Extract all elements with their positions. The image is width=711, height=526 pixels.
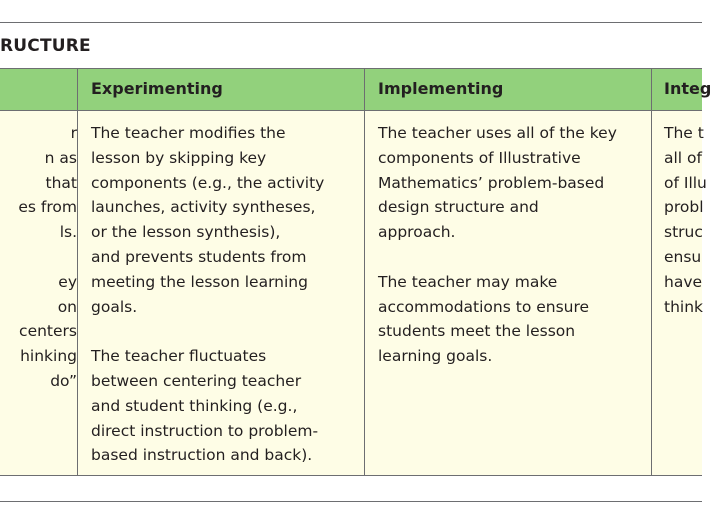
top-rule	[0, 22, 702, 23]
cell-paragraph	[0, 270, 77, 394]
cell-line: The teacher fluctuates	[91, 347, 267, 366]
cell-paragraph	[378, 270, 646, 369]
cell-line: do”	[50, 371, 77, 390]
cell-line: students meet the lesson	[378, 322, 576, 341]
cell-line: The teacher uses all of the key	[378, 124, 617, 142]
cell-paragraph	[91, 344, 359, 468]
cell-line: ey	[58, 272, 77, 291]
cell-line: design structure and	[378, 198, 539, 217]
cell-line: Mathematics’ problem-based	[378, 173, 605, 192]
column-header-experimenting: Experimenting	[91, 79, 223, 98]
column-divider	[651, 68, 652, 476]
cell-line: have	[664, 272, 703, 291]
cell-line: lesson by skipping key	[91, 148, 267, 167]
cell-integrating	[664, 121, 707, 319]
table-top-border	[0, 68, 702, 69]
cell-line: probl	[664, 198, 704, 217]
cell-line: think	[664, 297, 704, 316]
cell-line: struc	[664, 223, 703, 242]
cell-line: of Illu	[664, 173, 707, 192]
cell-line: centers	[19, 322, 77, 341]
cell-line: ensu	[664, 247, 702, 266]
rubric-table	[0, 68, 711, 476]
cell-paragraph	[378, 121, 646, 245]
column-divider	[77, 68, 78, 476]
cell-line: or the lesson synthesis),	[91, 223, 281, 242]
cell-line: and student thinking (e.g.,	[91, 396, 298, 415]
table-bottom-border	[0, 475, 702, 476]
cell-line: components of Illustrative	[378, 148, 581, 167]
cell-experimenting	[91, 121, 359, 468]
cell-line: launches, activity syntheses,	[91, 198, 316, 217]
header-divider	[0, 110, 702, 111]
cell-line: ls.	[59, 223, 77, 242]
cell-line: and prevents students from	[91, 247, 307, 266]
cell-line: accommodations to ensure	[378, 297, 590, 316]
column-header-integrating: Integ	[664, 79, 711, 98]
cell-implementing	[378, 121, 646, 369]
bottom-rule	[0, 501, 702, 502]
cell-line: r	[70, 124, 77, 142]
cell-line: all of	[664, 148, 702, 167]
cell-line: meeting the lesson learning	[91, 272, 308, 291]
cell-line: components (e.g., the activity	[91, 173, 325, 192]
section-title: RUCTURE	[0, 36, 91, 56]
cell-line: direct instruction to problem-	[91, 421, 319, 440]
cell-line: that	[45, 173, 77, 192]
cell-paragraph	[91, 121, 359, 319]
cell-line: between centering teacher	[91, 371, 302, 390]
cell-line: hinking	[20, 347, 77, 366]
cell-paragraph	[664, 121, 707, 319]
cell-line: approach.	[378, 223, 456, 242]
cell-line: n as	[44, 148, 77, 167]
cell-line: The teacher modifies the	[91, 124, 286, 142]
cell-line: es from	[18, 198, 77, 217]
column-divider	[364, 68, 365, 476]
cell-line: based instruction and back).	[91, 446, 313, 465]
cell-line: on	[57, 297, 77, 316]
cell-line: The t	[664, 124, 704, 142]
column-header-implementing: Implementing	[378, 79, 504, 98]
cell-line: learning goals.	[378, 347, 493, 366]
cell-line: goals.	[91, 297, 138, 316]
cell-column-1	[0, 121, 77, 394]
cell-line: The teacher may make	[378, 272, 558, 291]
cell-paragraph	[0, 121, 77, 245]
